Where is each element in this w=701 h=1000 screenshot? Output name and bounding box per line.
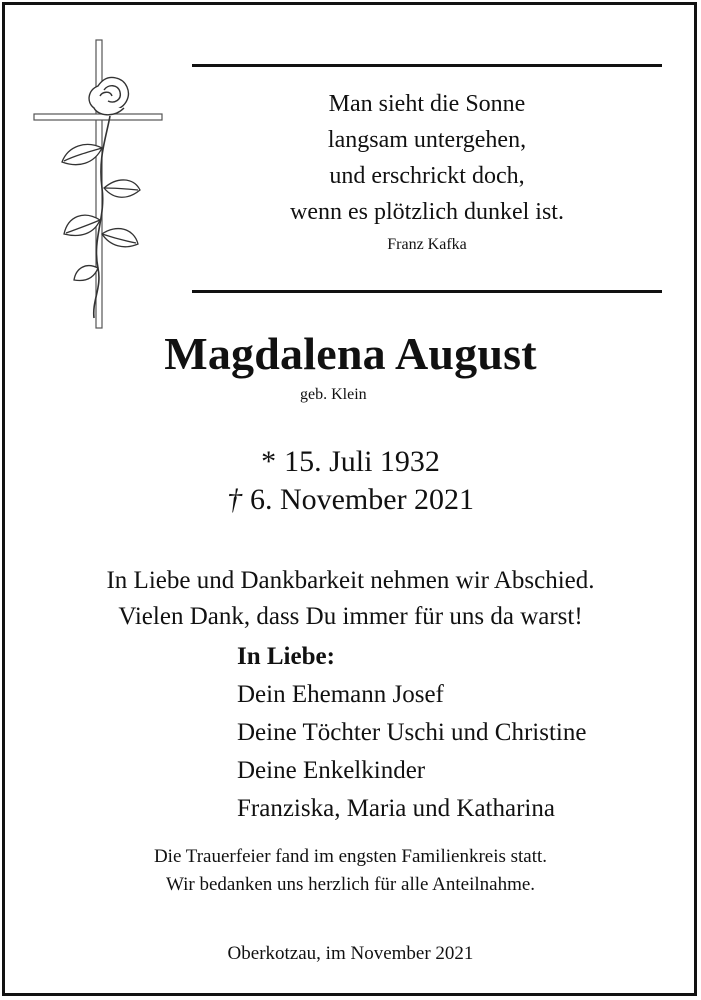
funeral-notice <box>0 843 701 899</box>
death-date: 6. November 2021 <box>249 483 475 516</box>
family-member: Dein Ehemann Josef <box>237 681 444 708</box>
death-date-line <box>0 481 701 519</box>
quote-line: und erschrickt doch, <box>329 163 525 189</box>
notice-line: Wir bedanken uns herzlich für alle Anteilnahme. <box>165 874 536 895</box>
family-member: Deine Enkelkinder <box>237 757 426 784</box>
death-symbol: † <box>226 483 242 516</box>
birth-date-line <box>0 443 701 481</box>
family-list <box>237 638 586 828</box>
family-member: Franziska, Maria und Katharina <box>237 795 555 822</box>
place-and-date: Oberkotzau, im November 2021 <box>227 943 474 964</box>
quote-top-rule <box>192 64 662 67</box>
birth-date: 15. Juli 1932 <box>284 445 440 478</box>
quote-block <box>192 86 662 256</box>
quote-line: Man sieht die Sonne <box>328 91 526 117</box>
message-line: Vielen Dank, dass Du immer für uns da warst! <box>118 603 583 630</box>
birth-symbol: * <box>261 445 277 478</box>
life-dates <box>0 443 701 519</box>
family-member: Deine Töchter Uschi und Christine <box>237 719 587 746</box>
cross-with-rose-icon <box>28 38 168 330</box>
farewell-message <box>0 563 701 635</box>
maiden-name: geb. Klein <box>300 386 367 403</box>
quote-line: langsam untergehen, <box>327 127 527 153</box>
quote-author: Franz Kafka <box>387 236 467 253</box>
family-heading: In Liebe: <box>237 643 335 670</box>
deceased-name: Magdalena August <box>164 328 537 379</box>
quote-bottom-rule <box>192 290 662 293</box>
message-line: In Liebe und Dankbarkeit nehmen wir Abschied. <box>106 567 595 594</box>
quote-line: wenn es plötzlich dunkel ist. <box>290 199 564 225</box>
notice-line: Die Trauerfeier fand im engsten Familienkreis statt. <box>153 846 548 867</box>
